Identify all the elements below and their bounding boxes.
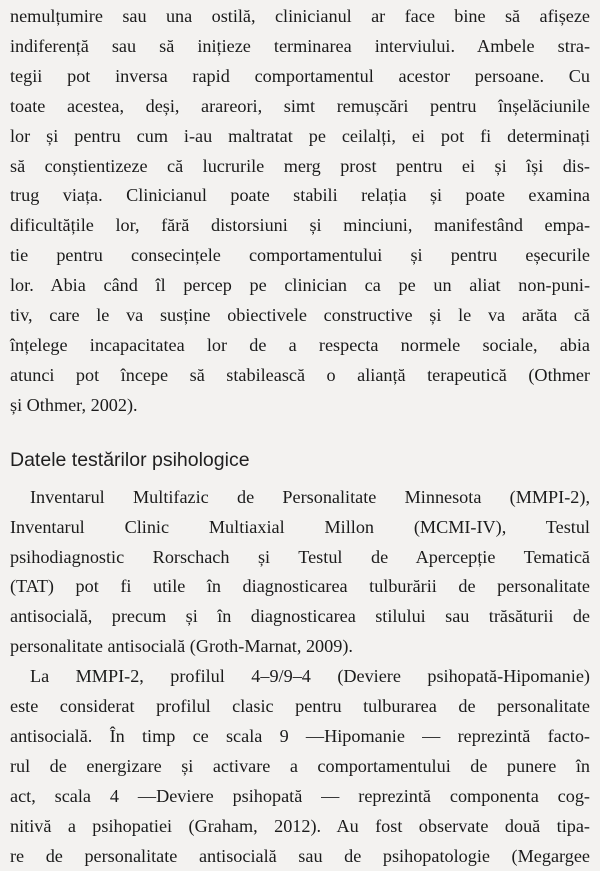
text-line: rul de energizare și activare a comportamentului de punere în [10, 755, 590, 776]
text-line: Inventarul Clinic Multiaxial Millon (MCMI-IV), Testul [10, 516, 590, 537]
text-line: (TAT) pot fi utile în diagnosticarea tulburării de personalitate [10, 576, 590, 597]
text-line: este considerat profilul clasic pentru tulburarea de personalitate [10, 696, 590, 717]
text-line: act, scala 4 —Deviere psihopată — reprezintă componenta cog- [10, 785, 590, 806]
paragraph-mmpi [10, 662, 590, 871]
text-line: tiv, care le va susține obiectivele constructive și le va arăta că [10, 305, 590, 326]
text-line: psihodiagnostic Rorschach și Testul de Apercepție Tematică [10, 546, 590, 567]
section-heading: Datele testărilor psihologice [10, 448, 250, 471]
paragraph-intro [10, 2, 590, 421]
text-line: trug viața. Clinicianul poate stabili relația și poate examina [10, 185, 590, 206]
text-line: re de personalitate antisocială sau de psihopatologie (Megargee [10, 845, 590, 866]
paragraph-tests [10, 483, 590, 662]
text-line: lor și pentru cum i-au maltratat pe ceilalți, ei pot fi determinați [10, 125, 590, 146]
text-line: tegii pot inversa rapid comportamentul acestor persoane. Cu [10, 65, 590, 86]
text-line: atunci pot începe să stabilească o alianță terapeutică (Othmer [10, 364, 590, 385]
text-line: La MMPI-2, profilul 4–9/9–4 (Deviere psihopată-Hipomanie) [30, 666, 590, 687]
text-line: antisocială. În timp ce scala 9 —Hipomanie — reprezintă facto- [10, 725, 590, 746]
text-line: indiferență sau să inițieze terminarea interviului. Ambele stra- [10, 35, 590, 56]
text-line: tie pentru consecințele comportamentului și pentru eșecurile [10, 245, 590, 266]
text-line: să conștientizeze că lucrurile merg prost pentru ei și își dis- [10, 155, 590, 176]
text-line: Inventarul Multifazic de Personalitate Minnesota (MMPI-2), [30, 486, 590, 507]
spacer [10, 475, 590, 483]
text-line: antisocială, precum și în diagnosticarea stilului sau trăsăturii de [10, 606, 590, 627]
text-line: nitivă a psihopatiei (Graham, 2012). Au fost observate două tipa- [10, 815, 590, 836]
text-line: dificultățile lor, fără distorsiuni și minciuni, manifestând empa- [10, 215, 590, 236]
text-line: lor. Abia când îl percep pe clinician ca pe un aliat non-puni- [10, 275, 590, 296]
text-line: nemulțumire sau una ostilă, clinicianul ar face bine să afișeze [10, 6, 590, 26]
text-line: personalitate antisocială (Groth-Marnat, 2009). [10, 636, 353, 657]
text-line: toate acestea, deși, arareori, simt remușcări pentru înșelăciunile [10, 95, 590, 116]
text-line: înțelege incapacitatea lor de a respecta normele sociale, abia [10, 334, 590, 355]
text-line: și Othmer, 2002). [10, 394, 138, 415]
